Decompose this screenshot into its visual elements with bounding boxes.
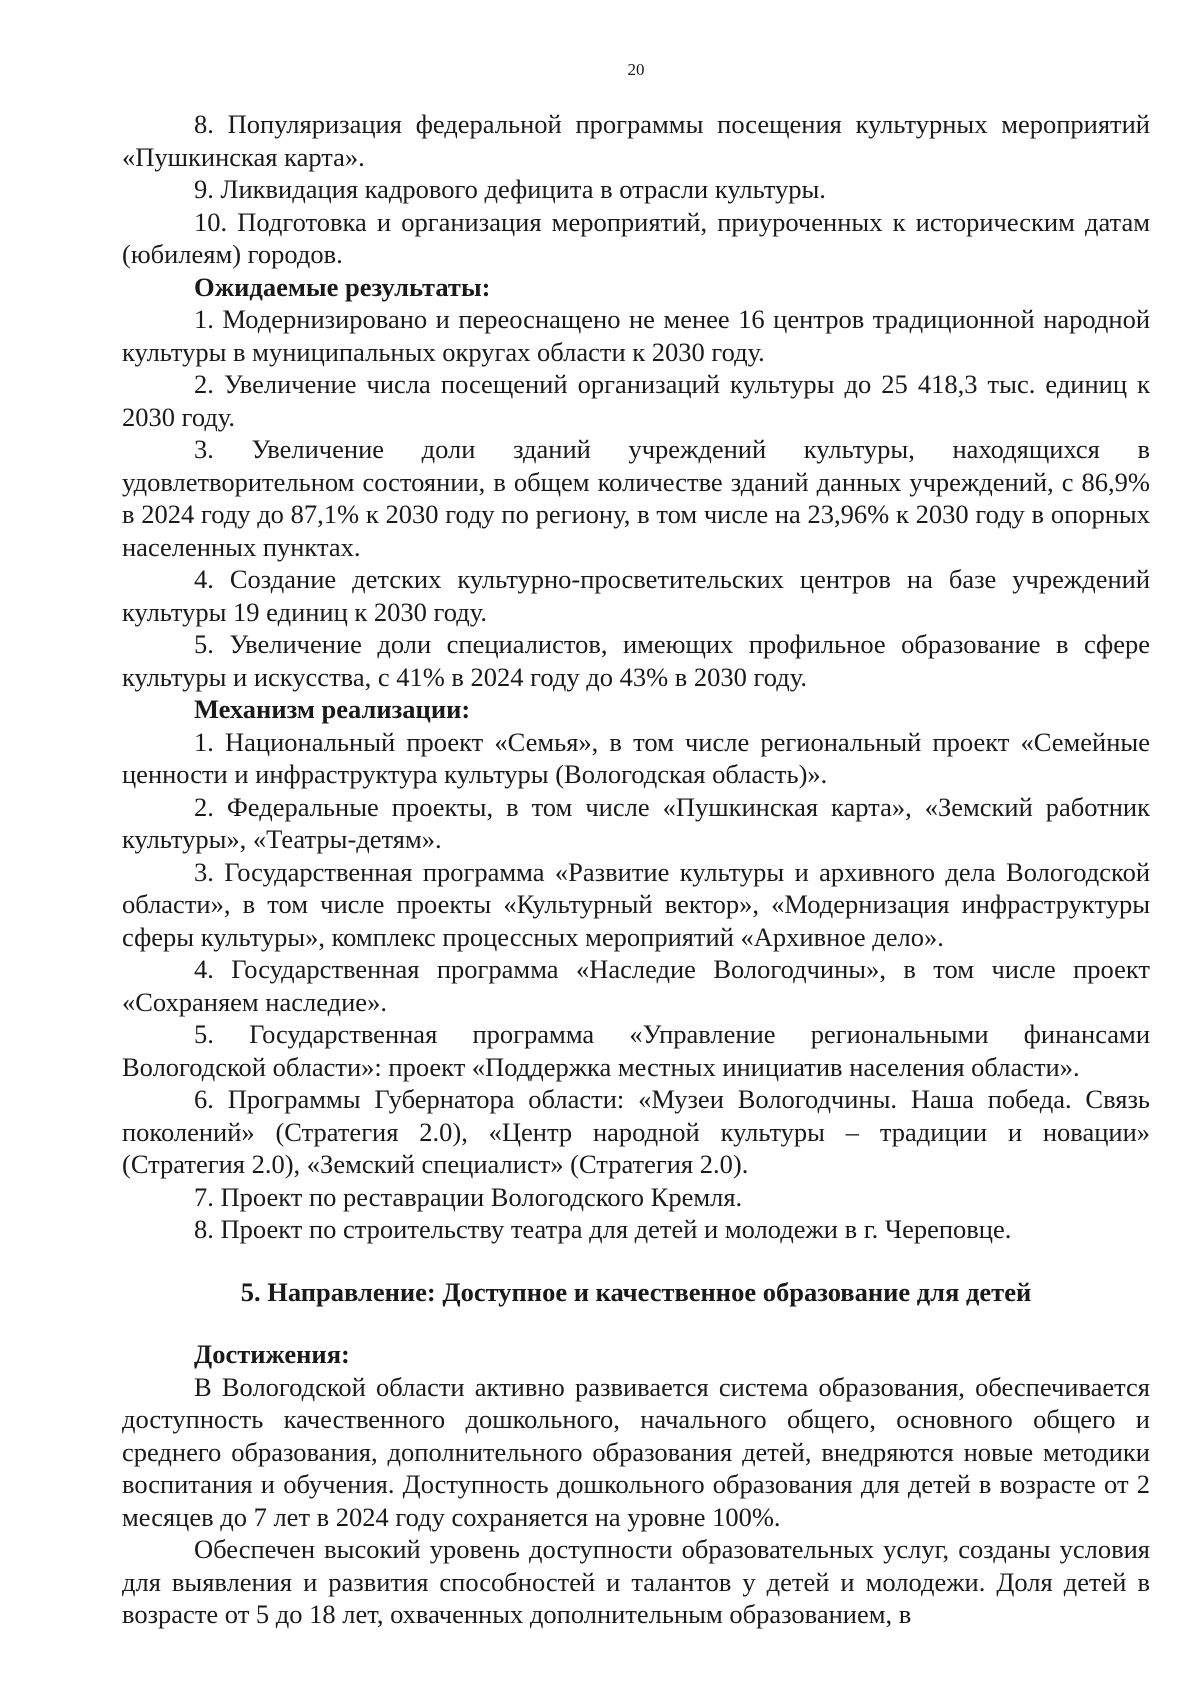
paragraph-mechanism-7: 7. Проект по реставрации Вологодского Кремля. <box>194 1181 743 1212</box>
paragraph-result-2: 2. Увеличение числа посещений организаций культуры до 25 418,3 тыс. единиц к 2030 году. <box>122 369 1150 432</box>
paragraph-achievements-1: В Вологодской области активно развивается система образования, обеспечивается доступность качественного дошкольного, начального общего, основного общего и среднего образования, дополнительного образования детей, внедряются новые методики воспитания и обучения. Доступность дошкольного образования для детей в возрасте от 2 месяцев до 7 лет в 2024 году сохраняется на уровне 100%. <box>122 1371 1150 1532</box>
paragraph-mechanism-3: 3. Государственная программа «Развитие культуры и архивного дела Вологодской области», в том числе проекты «Культурный вектор», «Модернизация инфраструктуры сферы культуры», комплекс процессных мероприятий «Архивное дело». <box>122 856 1150 952</box>
paragraph-mechanism-4: 4. Государственная программа «Наследие Вологодчины», в том числе проект «Сохраняем наследие». <box>122 954 1150 1017</box>
paragraph-task-10: 10. Подготовка и организация мероприятий, приуроченных к историческим датам (юбилеям) городов. <box>122 206 1150 269</box>
paragraph-mechanism-5: 5. Государственная программа «Управление региональными финансами Вологодской области»: проект «Поддержка местных инициатив населения области». <box>122 1019 1150 1082</box>
section-heading-education: 5. Направление: Доступное и качественное образование для детей <box>240 1276 1032 1307</box>
paragraph-achievements-2: Обеспечен высокий уровень доступности образовательных услуг, созданы условия для выявления и развития способностей и талантов у детей и молодежи. Доля детей в возрасте от 5 до 18 лет, охваченных дополнительным образованием, в <box>122 1534 1150 1629</box>
subheading-expected-results: Ожидаемые результаты: <box>194 271 491 302</box>
subheading-implementation-mechanism: Механизм реализации: <box>194 694 471 724</box>
paragraph-mechanism-8: 8. Проект по строительству театра для детей и молодежи в г. Череповце. <box>194 1214 1012 1244</box>
document-body <box>122 108 1150 1631</box>
paragraph-mechanism-6: 6. Программы Губернатора области: «Музеи Вологодчины. Наша победа. Связь поколений» (Стратегия 2.0), «Центр народной культуры – традиции и новации» (Стратегия 2.0), «Земский специалист» (Стратегия 2.0). <box>122 1084 1150 1179</box>
paragraph-mechanism-2: 2. Федеральные проекты, в том числе «Пушкинская карта», «Земский работник культуры», «Театры-детям». <box>122 791 1150 854</box>
page-number: 20 <box>627 60 645 79</box>
paragraph-result-4: 4. Создание детских культурно-просветительских центров на базе учреждений культуры 19 единиц к 2030 году. <box>122 564 1150 627</box>
paragraph-task-9: 9. Ликвидация кадрового дефицита в отрасли культуры. <box>194 174 826 204</box>
paragraph-mechanism-1: 1. Национальный проект «Семья», в том числе региональный проект «Семейные ценности и инфраструктура культуры (Вологодская область)». <box>122 726 1150 789</box>
subheading-achievements: Достижения: <box>194 1339 350 1369</box>
paragraph-task-8: 8. Популяризация федеральной программы посещения культурных мероприятий «Пушкинская карта». <box>122 109 1150 172</box>
paragraph-result-5: 5. Увеличение доли специалистов, имеющих профильное образование в сфере культуры и искусства, с 41% в 2024 году до 43% в 2030 году. <box>122 629 1150 692</box>
paragraph-result-1: 1. Модернизировано и переоснащено не менее 16 центров традиционной народной культуры в муниципальных округах области к 2030 году. <box>122 304 1150 367</box>
paragraph-result-3: 3. Увеличение доли зданий учреждений культуры, находящихся в удовлетворительном состоянии, в общем количестве зданий данных учреждений, с 86,9% в 2024 году до 87,1% к 2030 году по региону, в том числе на 23,96% к 2030 году в опорных населенных пунктах. <box>122 434 1150 562</box>
